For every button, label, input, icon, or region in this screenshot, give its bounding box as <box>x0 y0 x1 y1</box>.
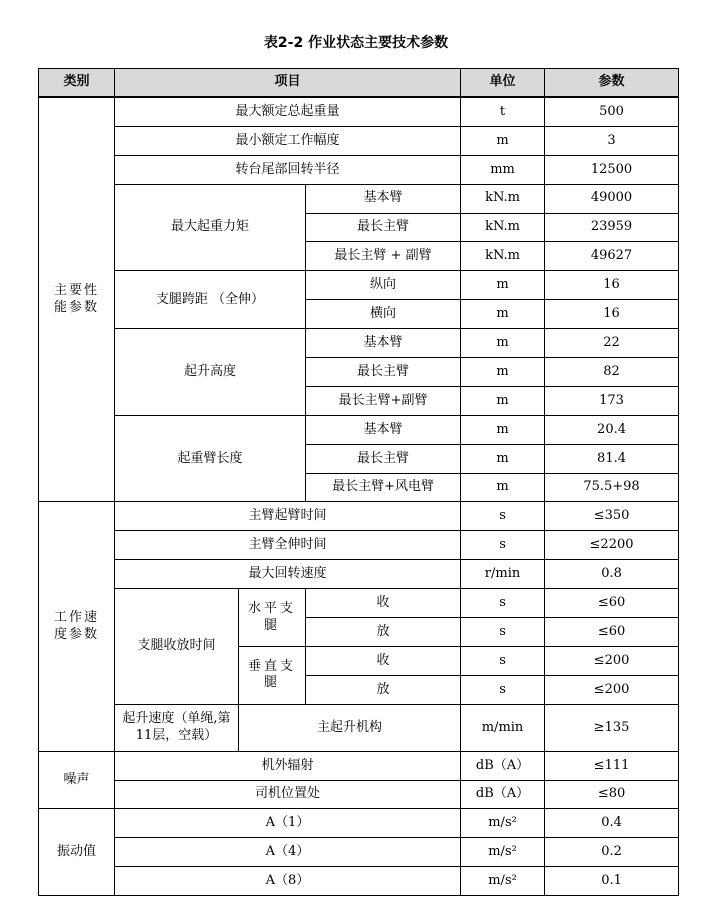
row-sub: 放 <box>306 618 461 647</box>
row-unit: s <box>461 502 545 531</box>
row-sub: 基本臂 <box>306 184 461 213</box>
group-label: 起升速度（单绳,第11层，空载） <box>115 704 239 751</box>
subgroup-label: 垂直支腿 <box>239 646 306 704</box>
row-item: 主臂起臂时间 <box>115 502 461 531</box>
category-vibration: 振动值 <box>39 809 115 896</box>
row-item: 机外辐射 <box>115 751 461 780</box>
table-row <box>39 704 679 751</box>
row-value: 22 <box>545 329 679 358</box>
row-value: ≤200 <box>545 675 679 704</box>
row-value: 20.4 <box>545 415 679 444</box>
category-main: 主要性能参数 <box>39 97 115 502</box>
row-sub: 最长主臂 <box>306 213 461 242</box>
table-row <box>39 589 679 618</box>
row-unit: s <box>461 675 545 704</box>
subgroup-label: 水平支腿 <box>239 589 306 647</box>
row-value: 81.4 <box>545 444 679 473</box>
row-value: 75.5+98 <box>545 473 679 502</box>
row-sub: 最长主臂 <box>306 444 461 473</box>
header-value: 参数 <box>545 69 679 98</box>
row-sub: 最长主臂+风电臂 <box>306 473 461 502</box>
row-item: A（8） <box>115 867 461 896</box>
row-item: 主臂全伸时间 <box>115 531 461 560</box>
row-item: 转台尾部回转半径 <box>115 155 461 184</box>
row-unit: kN.m <box>461 242 545 271</box>
table-row <box>39 809 679 838</box>
row-value: ≤111 <box>545 751 679 780</box>
row-value: ≤80 <box>545 780 679 809</box>
row-unit: kN.m <box>461 184 545 213</box>
header-unit: 单位 <box>461 69 545 98</box>
row-unit: s <box>461 531 545 560</box>
row-value: ≥135 <box>545 704 679 751</box>
group-label: 支腿跨距 （全伸） <box>115 271 306 329</box>
row-unit: mm <box>461 155 545 184</box>
group-label: 起升高度 <box>115 329 306 416</box>
row-sub: 基本臂 <box>306 415 461 444</box>
table-row <box>39 126 679 155</box>
row-unit: m <box>461 271 545 300</box>
table-row <box>39 155 679 184</box>
row-unit: s <box>461 646 545 675</box>
row-value: 49000 <box>545 184 679 213</box>
row-unit: r/min <box>461 560 545 589</box>
row-unit: m/s² <box>461 867 545 896</box>
row-unit: m <box>461 386 545 415</box>
row-unit: m <box>461 473 545 502</box>
row-value: ≤200 <box>545 646 679 675</box>
row-value: ≤2200 <box>545 531 679 560</box>
row-item: A（4） <box>115 838 461 867</box>
group-label: 最大起重力矩 <box>115 184 306 271</box>
row-sub: 最长主臂 <box>306 358 461 387</box>
row-unit: m <box>461 126 545 155</box>
row-value: 12500 <box>545 155 679 184</box>
row-item: 最大回转速度 <box>115 560 461 589</box>
table-title: 表2-2 作业状态主要技术参数 <box>263 35 449 51</box>
table-row <box>39 184 679 213</box>
header-row <box>39 69 679 98</box>
row-sub: 收 <box>306 589 461 618</box>
row-sub: 放 <box>306 675 461 704</box>
header-item: 项目 <box>115 69 461 98</box>
row-value: 0.4 <box>545 809 679 838</box>
row-value: 16 <box>545 300 679 329</box>
row-value: ≤60 <box>545 618 679 647</box>
table-row <box>39 560 679 589</box>
row-item: 最小额定工作幅度 <box>115 126 461 155</box>
row-unit: t <box>461 97 545 126</box>
row-unit: s <box>461 589 545 618</box>
category-speed: 工作速度参数 <box>39 502 115 751</box>
row-value: 3 <box>545 126 679 155</box>
row-value: ≤60 <box>545 589 679 618</box>
row-unit: kN.m <box>461 213 545 242</box>
row-unit: m <box>461 300 545 329</box>
row-unit: s <box>461 618 545 647</box>
table-row <box>39 97 679 126</box>
row-value: 16 <box>545 271 679 300</box>
row-unit: m/s² <box>461 838 545 867</box>
tech-params-table <box>38 68 679 896</box>
table-row <box>39 415 679 444</box>
header-category: 类别 <box>39 69 115 98</box>
row-unit: m/min <box>461 704 545 751</box>
row-value: 0.1 <box>545 867 679 896</box>
row-value: 0.8 <box>545 560 679 589</box>
row-unit: m <box>461 444 545 473</box>
row-value: 82 <box>545 358 679 387</box>
table-row <box>39 751 679 780</box>
row-unit: dB（A） <box>461 751 545 780</box>
row-item: 主起升机构 <box>239 704 461 751</box>
row-unit: m <box>461 329 545 358</box>
table-row <box>39 780 679 809</box>
row-unit: m <box>461 415 545 444</box>
table-row <box>39 329 679 358</box>
row-sub: 纵向 <box>306 271 461 300</box>
category-noise: 噪声 <box>39 751 115 809</box>
table-row <box>39 838 679 867</box>
table-row <box>39 531 679 560</box>
table-row <box>39 867 679 896</box>
row-sub: 最长主臂 + 副臂 <box>306 242 461 271</box>
group-label: 起重臂长度 <box>115 415 306 502</box>
row-value: ≤350 <box>545 502 679 531</box>
row-sub: 基本臂 <box>306 329 461 358</box>
row-sub: 横向 <box>306 300 461 329</box>
row-value: 49627 <box>545 242 679 271</box>
row-unit: dB（A） <box>461 780 545 809</box>
table-row <box>39 271 679 300</box>
group-label: 支腿收放时间 <box>115 589 239 705</box>
row-item: 最大额定总起重量 <box>115 97 461 126</box>
row-unit: m <box>461 358 545 387</box>
row-value: 23959 <box>545 213 679 242</box>
row-value: 500 <box>545 97 679 126</box>
row-item: A（1） <box>115 809 461 838</box>
row-value: 0.2 <box>545 838 679 867</box>
row-item: 司机位置处 <box>115 780 461 809</box>
row-value: 173 <box>545 386 679 415</box>
row-sub: 收 <box>306 646 461 675</box>
table-row <box>39 502 679 531</box>
row-unit: m/s² <box>461 809 545 838</box>
row-sub: 最长主臂+副臂 <box>306 386 461 415</box>
